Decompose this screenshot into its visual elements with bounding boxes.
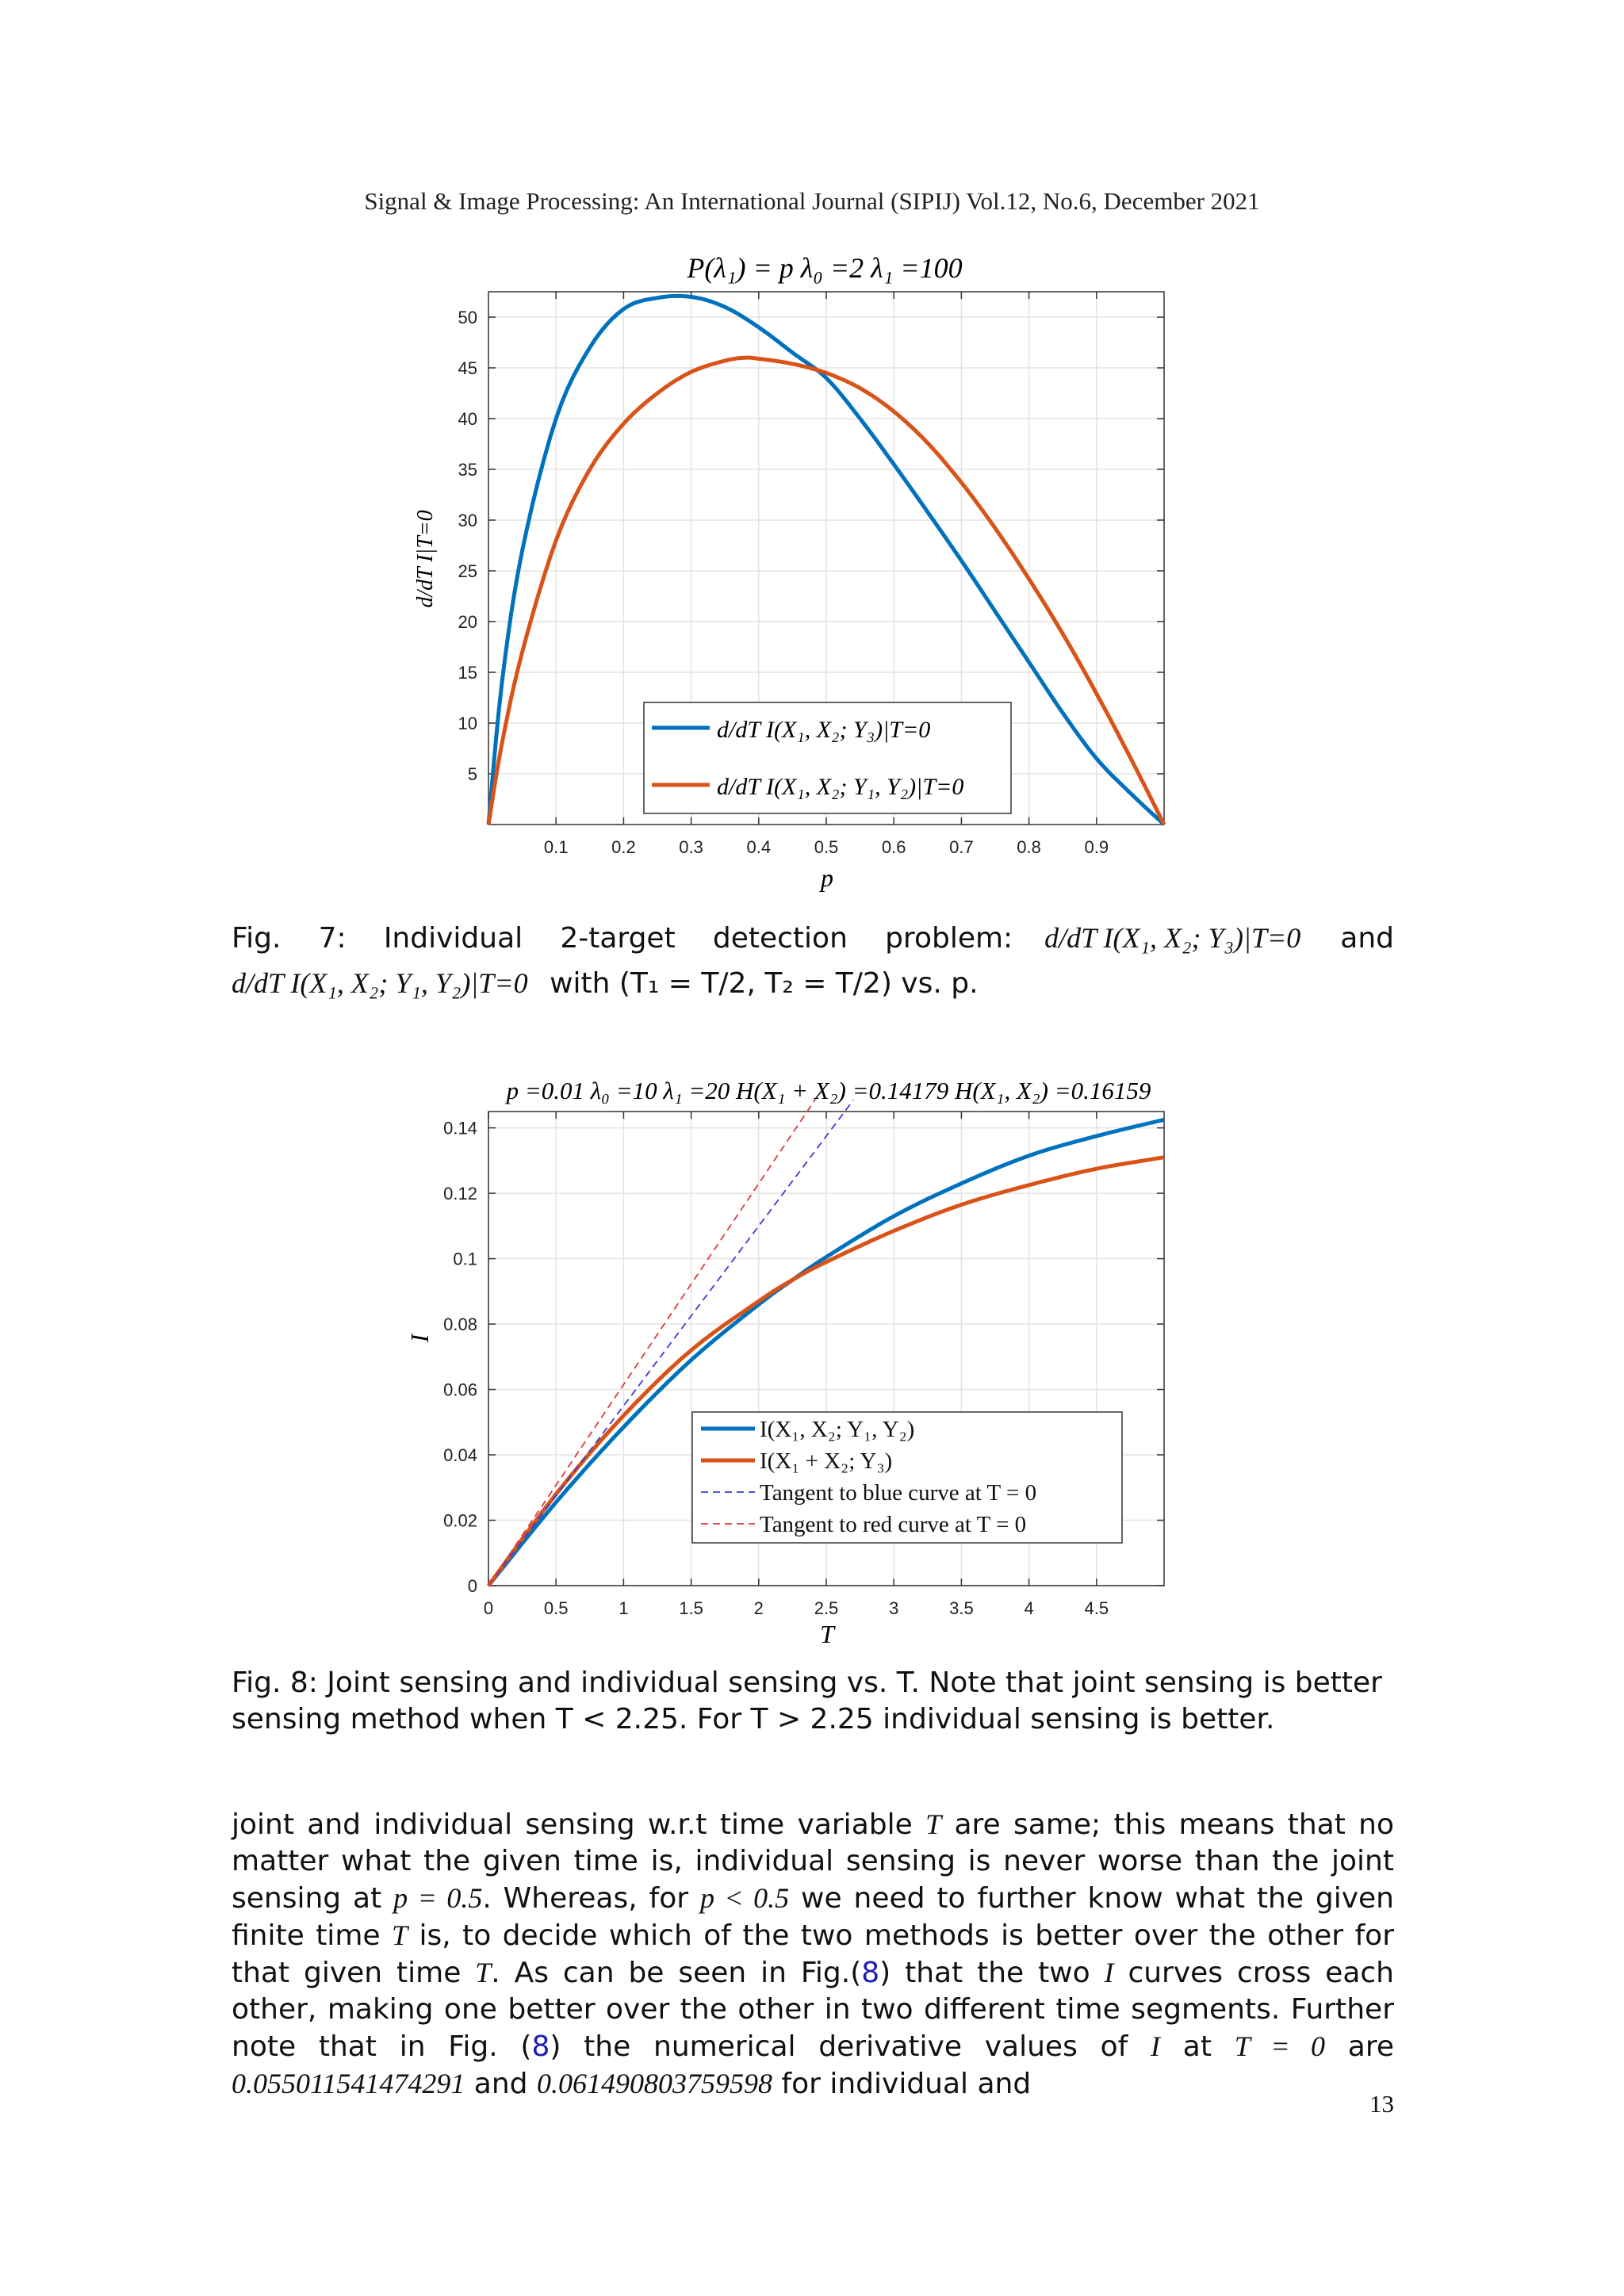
legend — [644, 702, 1011, 813]
caption-word: 7: — [318, 922, 347, 955]
tick-label-x: 0.2 — [611, 837, 636, 857]
figure-reference-link[interactable]: 8 — [531, 2030, 550, 2063]
tick-label-y: 0.14 — [443, 1118, 477, 1138]
legend-entry: I(X₁, X₂; Y₁, Y₂) — [760, 1417, 915, 1442]
tick-label-y: 0.08 — [443, 1314, 477, 1335]
text-run: and — [465, 2068, 537, 2100]
tick-label-y: 10 — [458, 714, 477, 733]
figure-8-chart — [396, 1062, 1269, 1657]
text-run: curves cross each other, making one better over the other in two different time segments. Further note that in Fig. ( — [232, 1957, 1394, 2063]
math-run: T — [925, 1808, 942, 1840]
y-axis-label: I — [405, 1334, 434, 1343]
tick-label-y: 0.02 — [443, 1510, 477, 1531]
text-run: we need to further know what the given finite time — [232, 1882, 1394, 1952]
text-run: for individual and — [772, 2068, 1032, 2100]
text-run: are — [1325, 2030, 1394, 2063]
text-run: are same; this means that no matter what the given time is, individual sensing is never worse than the joint sensing at — [232, 1808, 1394, 1915]
figure-reference-link[interactable]: 8 — [861, 1957, 880, 1989]
tick-label-x: 0.5 — [814, 837, 839, 857]
tick-label-x: 0.7 — [949, 837, 974, 857]
page-number: 13 — [1369, 2090, 1394, 2118]
tick-label-x: 0 — [483, 1598, 494, 1618]
tick-label-y: 40 — [458, 409, 477, 429]
tick-label-y: 25 — [458, 561, 477, 581]
tick-label-y: 35 — [458, 460, 477, 480]
legend-entry: Tangent to blue curve at T = 0 — [760, 1480, 1037, 1506]
math-run: T — [391, 1919, 408, 1951]
caption-line-1 — [232, 920, 1394, 957]
chart-title: P(λ₁) = p λ₀ =2 λ₁ =100 — [687, 252, 963, 284]
legend — [692, 1412, 1122, 1543]
tick-label-x: 0.5 — [543, 1598, 569, 1618]
math-run: 0.061490803759598 — [536, 2068, 772, 2099]
text-run: . As can be seen in Fig.( — [491, 1957, 862, 1989]
figure-7-caption — [232, 920, 1394, 1002]
math-run: 0.055011541474291 — [232, 2068, 465, 2099]
caption-word: Individual — [383, 922, 523, 955]
tick-label-x: 3.5 — [949, 1598, 974, 1618]
tick-label-x: 0.9 — [1084, 837, 1109, 857]
caption-and: and — [1340, 922, 1394, 955]
caption-tail: with (T₁ = T/2, T₂ = T/2) vs. p. — [550, 967, 979, 1000]
caption-math-2: d/dT I(X₁, X₂; Y₁, Y₂)|T=0 — [232, 967, 528, 999]
math-run: I — [1104, 1957, 1114, 1988]
legend-entry: d/dT I(X₁, X₂; Y₃)|T=0 — [717, 717, 931, 743]
tick-label-y: 5 — [467, 764, 477, 784]
caption-line-2 — [232, 965, 1394, 1002]
tick-label-x: 0.8 — [1017, 837, 1041, 857]
figure-7-chart — [396, 246, 1205, 904]
tick-label-y: 20 — [458, 612, 477, 632]
math-run: p = 0.5 — [393, 1882, 483, 1914]
text-run: . Whereas, for — [482, 1882, 700, 1915]
chart-title: p =0.01 λ₀ =10 λ₁ =20 H(X₁ + X₂) =0.14179 H(X₁, X₂) =0.16159 — [506, 1077, 1151, 1104]
math-run: T — [475, 1957, 492, 1988]
tick-label-y: 0.1 — [453, 1249, 477, 1269]
caption-math-1: d/dT I(X₁, X₂; Y₃)|T=0 — [1044, 922, 1301, 954]
tick-label-y: 50 — [458, 308, 477, 327]
tick-label-x: 0.6 — [881, 837, 906, 857]
tick-label-x: 2 — [753, 1598, 764, 1618]
tick-label-y: 45 — [458, 358, 477, 378]
figure-8-caption: Fig. 8: Joint sensing and individual sensing vs. T. Note that joint sensing is better sensing method when T < 2.25. For T > 2.25 individual sensing is better. — [232, 1667, 1382, 1735]
tick-label-x: 0.3 — [679, 837, 703, 857]
running-header: Signal & Image Processing: An International Journal (SIPIJ) Vol.12, No.6, December 2021 — [364, 187, 1260, 215]
legend-entry: Tangent to red curve at T = 0 — [760, 1512, 1027, 1537]
tick-label-x: 4.5 — [1084, 1598, 1109, 1618]
text-run: joint and individual sensing w.r.t time variable — [232, 1808, 926, 1841]
body-paragraph — [232, 1806, 1394, 2103]
caption-word: problem: — [885, 922, 1013, 955]
tick-label-y: 0.04 — [443, 1445, 477, 1466]
math-run: p < 0.5 — [699, 1882, 790, 1914]
text-run: ) that the two — [879, 1957, 1105, 1989]
text-run: is, to decide which of the two methods is better over the other for that given time — [232, 1919, 1394, 1989]
x-axis-label: p — [821, 863, 833, 892]
text-run: ) the numerical derivative values of — [550, 2030, 1151, 2063]
x-axis-label: T — [820, 1620, 834, 1648]
legend-entry: I(X₁ + X₂; Y₃) — [760, 1448, 893, 1474]
math-run: T = 0 — [1234, 2030, 1326, 2062]
legend-entry: d/dT I(X₁, X₂; Y₁, Y₂)|T=0 — [717, 774, 964, 800]
tick-label-x: 4 — [1024, 1598, 1034, 1618]
caption-word: detection — [712, 922, 848, 955]
tick-label-x: 2.5 — [814, 1598, 839, 1618]
tick-label-y: 30 — [458, 511, 477, 530]
tick-label-x: 1 — [619, 1598, 629, 1618]
tick-label-x: 3 — [889, 1598, 899, 1618]
caption-word: 2-target — [560, 922, 676, 955]
tick-label-x: 0.1 — [543, 837, 569, 857]
tick-label-y: 0.12 — [443, 1184, 477, 1204]
y-axis-label: d/dT I|T=0 — [413, 510, 438, 608]
tick-label-x: 0.4 — [746, 837, 772, 857]
math-run: I — [1151, 2030, 1161, 2062]
caption-word: Fig. — [232, 922, 282, 955]
tick-label-y: 15 — [458, 663, 477, 683]
text-run: at — [1160, 2030, 1235, 2063]
tick-label-y: 0.06 — [443, 1380, 477, 1400]
tick-label-y: 0 — [467, 1576, 477, 1596]
caption-words — [232, 920, 1013, 957]
tick-label-x: 1.5 — [679, 1598, 703, 1618]
paragraph-text — [232, 1806, 1394, 2103]
